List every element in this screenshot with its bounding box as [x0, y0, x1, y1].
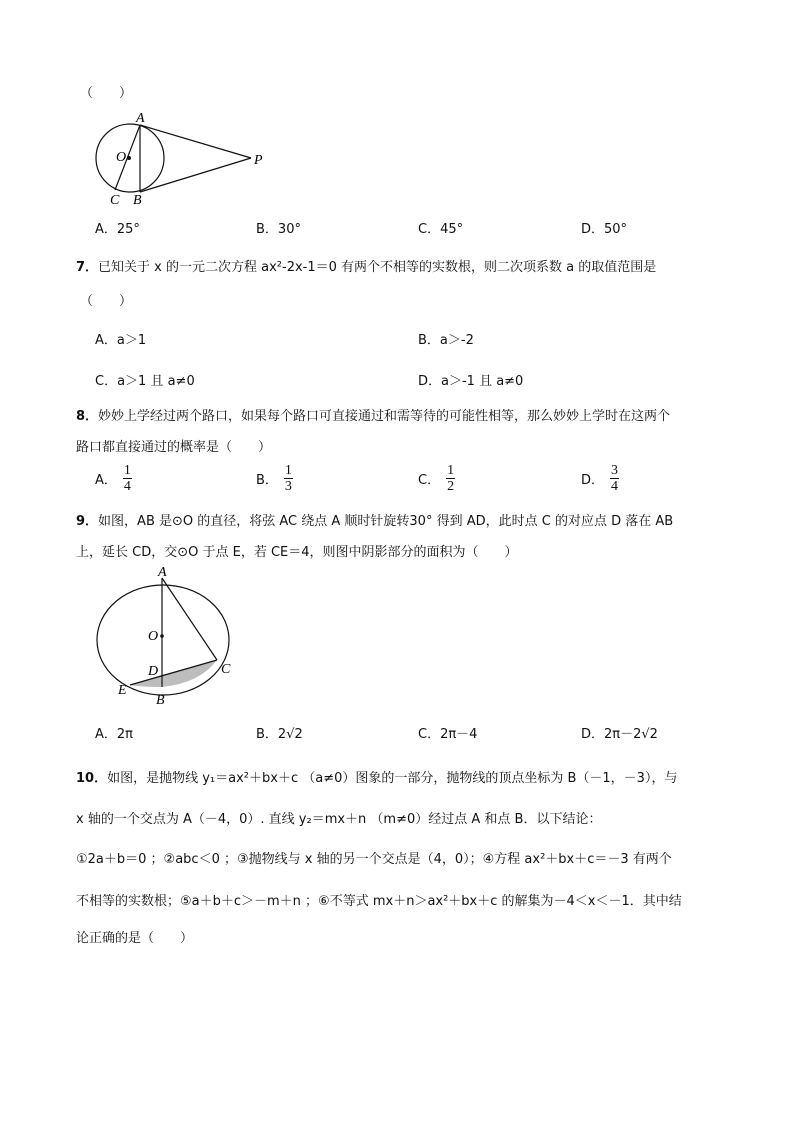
q9-chord-AC — [162, 578, 217, 660]
q8-option-b: B． $\frac{1}{3}$ — [256, 463, 292, 494]
q9-option-c: C．2π－4 — [418, 727, 478, 742]
q6-tangent-PB — [140, 158, 251, 192]
q7-option-d: D．a＞-1 且 a≠0 — [418, 374, 524, 389]
q9-label-B: B — [156, 693, 165, 708]
q9-label-D: D — [148, 664, 159, 679]
q9-option-b: B．2√2 — [256, 727, 303, 742]
q7-text: 已知关于 x 的一元二次方程 ax²-2x-1＝0 有两个不相等的实数根，则二次项系数 a 的取值范围是 — [98, 260, 657, 275]
q7-option-b: B．a＞-2 — [418, 333, 474, 348]
q6-label-P: P — [254, 153, 263, 168]
q6-circle-tangent-figure — [88, 108, 278, 208]
q7-option-c: C．a＞1 且 a≠0 — [95, 374, 195, 389]
q7-option-a: A．a＞1 — [95, 333, 147, 348]
q6-tangent-PA — [140, 125, 251, 158]
q7-number: 7． — [76, 260, 99, 275]
q10-conclusions-line2: 不相等的实数根；⑤a＋b＋c＞－m＋n ；⑥不等式 mx＋n＞ax²＋bx＋c 的解集为－4＜x＜－1．其中结 — [76, 894, 682, 909]
q9-label-O: O — [148, 629, 159, 644]
q6-answer-blank: （ ） — [80, 86, 133, 101]
q9-center-dot — [160, 634, 164, 638]
q9-number: 9． — [76, 514, 99, 529]
q8-option-d: D． $\frac{3}{4}$ — [581, 463, 619, 494]
q7-stem — [76, 256, 656, 275]
q10-stem-line2: x 轴的一个交点为 A（－4，0）. 直线 y₂＝mx＋n （m≠0）经过点 A 和点 B．以下结论： — [76, 812, 602, 827]
q10-conclusions-line1: ①2a＋b＝0 ；②abc＜0 ；③抛物线与 x 轴的另一个交点是（4，0）；④方程 ax²＋bx＋c＝－3 有两个 — [76, 852, 672, 867]
q6-label-O: O — [116, 150, 127, 165]
q10-stem-ending: 论正确的是（ ） — [76, 931, 194, 946]
q9-label-E: E — [118, 683, 127, 698]
q8-number: 8． — [76, 409, 99, 424]
q6-center-dot — [127, 156, 131, 160]
q6-option-b: B．30° — [256, 222, 301, 237]
q6-option-a: A．25° — [95, 222, 140, 237]
q10-stem-line1: 10．如图，是抛物线 y₁＝ax²＋bx＋c （a≠0）图象的一部分，抛物线的顶点坐标为 B（－1，－3），与 — [76, 771, 678, 786]
q6-label-A: A — [136, 111, 145, 126]
q8-stem-line1: 8．妙妙上学经过两个路口，如果每个路口可直接通过和需等待的可能性相等，那么妙妙上学时在这两个 — [76, 409, 671, 424]
q6-label-B: B — [133, 193, 142, 208]
q9-option-d: D．2π－2√2 — [581, 727, 658, 742]
q8-option-a: A． $\frac{1}{4}$ — [95, 463, 131, 494]
q9-option-a: A．2π — [95, 727, 133, 742]
q7-answer-blank: （ ） — [80, 294, 133, 309]
q9-stem-line2: 上，延长 CD，交⊙O 于点 E，若 CE＝4，则图中阴影部分的面积为（ ） — [76, 545, 518, 560]
q9-circle-figure — [92, 566, 242, 711]
q8-option-c: C． $\frac{1}{2}$ — [418, 463, 455, 494]
q6-option-d: D．50° — [581, 222, 628, 237]
q9-label-A: A — [158, 566, 167, 580]
q8-stem-line2: 路口都直接通过的概率是（ ） — [76, 440, 272, 455]
q6-label-C: C — [110, 193, 120, 208]
q9-label-C: C — [221, 662, 231, 677]
q10-number: 10． — [76, 771, 108, 786]
q9-stem-line1: 9．如图，AB 是⊙O 的直径，将弦 AC 绕点 A 顺时针旋转30° 得到 AD，此时点 C 的对应点 D 落在 AB — [76, 514, 674, 529]
q6-option-c: C．45° — [418, 222, 464, 237]
